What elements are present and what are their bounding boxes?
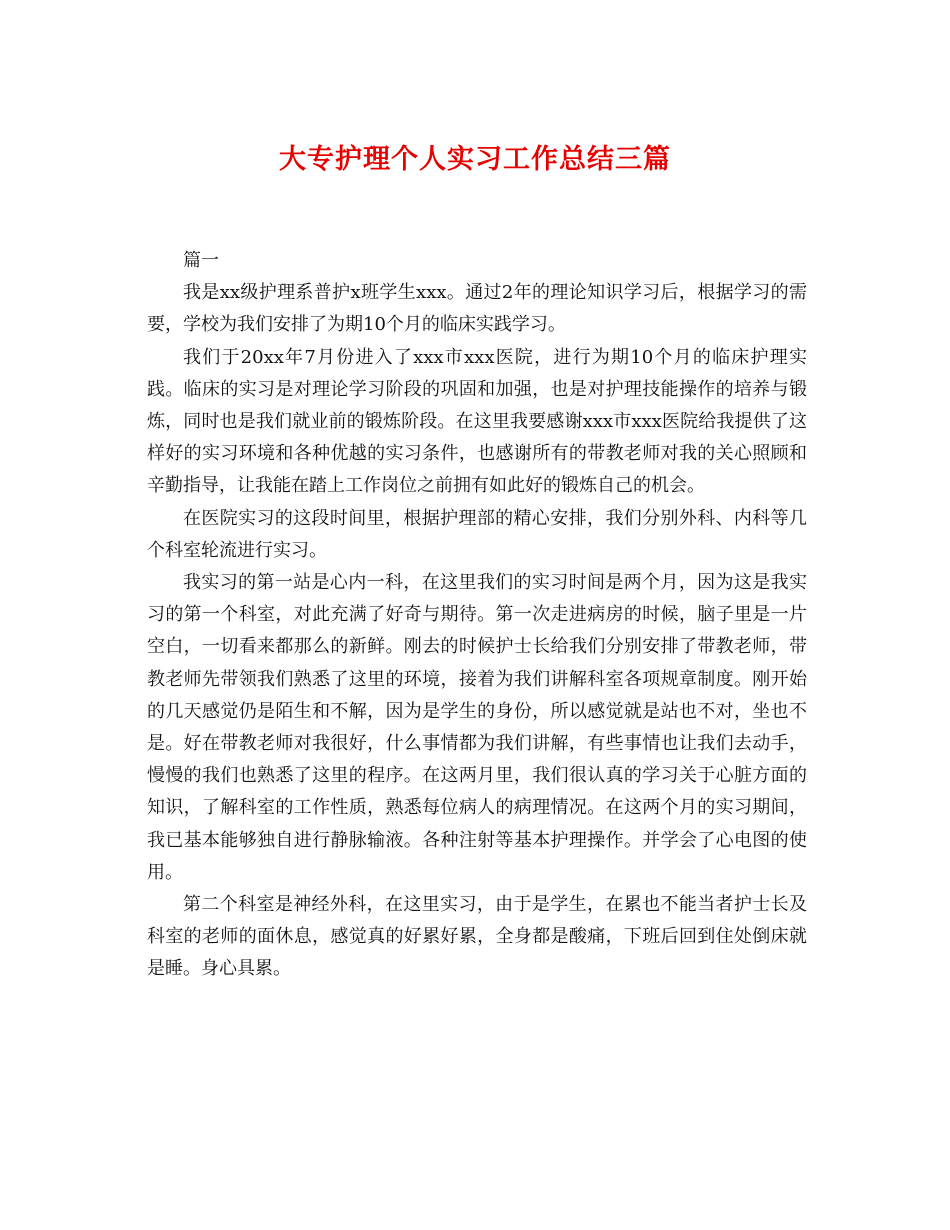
paragraph: 我是xx级护理系普护x班学生xxx。通过2年的理论知识学习后，根据学习的需要，学校为我们安排了为期10个月的临床实践学习。 <box>147 282 807 336</box>
section-heading: 篇一 <box>183 250 219 271</box>
paragraph: 我们于20xx年7月份进入了xxx市xxx医院，进行为期10个月的临床护理实践。临床的实习是对理论学习阶段的巩固和加强，也是对护理技能操作的培养与锻炼，同时也是我们就业前的锻炼阶段。在这里我要感谢xxx市xxx医院给我提供了这样好的实习环境和各种优越的实习条件，也感谢所有的带教老师对我的关心照顾和辛勤指导，让我能在踏上工作岗位之前拥有如此好的锻炼自己的机会。 <box>147 346 807 497</box>
paragraph: 我实习的第一站是心内一科，在这里我们的实习时间是两个月，因为这是我实习的第一个科室，对此充满了好奇与期待。第一次走进病房的时候，脑子里是一片空白，一切看来都那么的新鲜。刚去的时候护士长给我们分别安排了带教老师，带教老师先带领我们熟悉了这里的环境，接着为我们讲解科室各项规章制度。刚开始的几天感觉仍是陌生和不解，因为是学生的身份，所以感觉就是站也不对，坐也不是。好在带教老师对我很好，什么事情都为我们讲解，有些事情也让我们去动手，慢慢的我们也熟悉了这里的程序。在这两月里，我们很认真的学习关于心脏方面的知识，了解科室的工作性质，熟悉每位病人的病理情况。在这两个月的实习期间，我已基本能够独自进行静脉输液。各种注射等基本护理操作。并学会了心电图的使用。 <box>147 572 807 883</box>
document-body <box>147 245 807 986</box>
paragraph: 第二个科室是神经外科，在这里实习，由于是学生，在累也不能当者护士长及科室的老师的面休息，感觉真的好累好累，全身都是酸痛，下班后回到住处倒床就是睡。身心具累。 <box>147 894 807 980</box>
document-title: 大专护理个人实习工作总结三篇 <box>279 144 671 175</box>
paragraph: 在医院实习的这段时间里，根据护理部的精心安排，我们分别外科、内科等几个科室轮流进行实习。 <box>147 507 807 561</box>
